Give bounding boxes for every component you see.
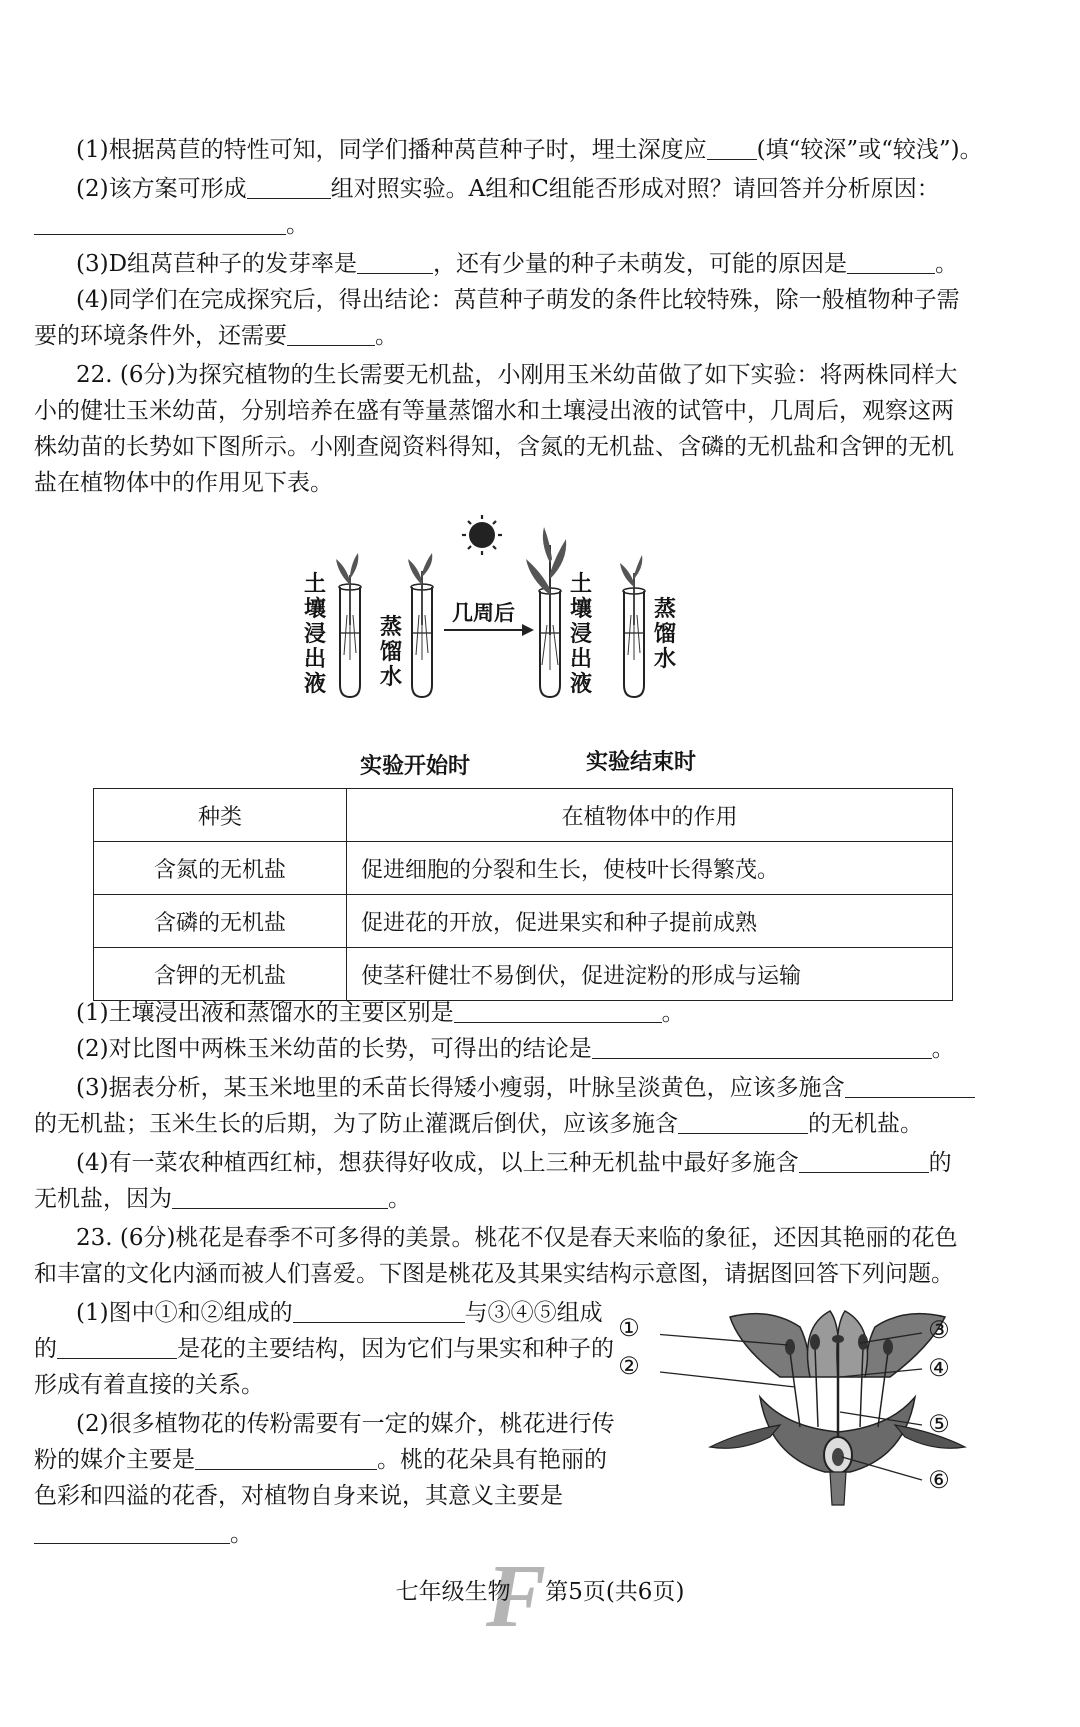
text: 粉的媒介主要是: [34, 1447, 195, 1473]
answer-blank[interactable]: [678, 1109, 808, 1134]
q21-part4-line2: [34, 318, 1044, 354]
text: 的: [928, 1150, 952, 1176]
text: (4)有一菜农种植西红柿，想获得好收成，以上三种无机盐中最好多施含: [76, 1150, 799, 1176]
q23-intro: 23. (6分)桃花是春季不可多得的美景。桃花不仅是春天来临的象征，还因其艳丽的花色: [76, 1225, 958, 1251]
column-header: 种类: [94, 789, 347, 842]
answer-blank[interactable]: [293, 1298, 465, 1323]
table-row: [94, 842, 953, 895]
q22-part3-line2: [34, 1106, 1044, 1142]
text: 的: [34, 1336, 57, 1362]
text: (填“较深”或“较浅”)。: [756, 137, 983, 163]
text: (2)对比图中两株玉米幼苗的长势，可得出的结论是: [76, 1036, 592, 1062]
text: 的无机盐；玉米生长的后期，为了防止灌溉后倒伏，应该多施含: [34, 1111, 678, 1137]
table-row: [94, 895, 953, 948]
text: (1)根据莴苣的特性可知，同学们播种莴苣种子时，埋土深度应: [76, 137, 707, 163]
text: 的无机盐。: [808, 1111, 923, 1137]
label-soil-extract-end: 土壤浸出液: [569, 571, 592, 697]
q21-part1: [76, 132, 1044, 168]
label-distilled-water-start: 蒸馏水: [379, 614, 402, 690]
q23-intro: 和丰富的文化内涵而被人们喜爱。下图是桃花及其果实结构示意图，请据图回答下列问题。: [34, 1261, 954, 1287]
label-distilled-water-end: 蒸馏水: [653, 596, 676, 672]
text: (3)D组莴苣种子的发芽率是: [76, 251, 358, 277]
text: 。桃的花朵具有艳丽的: [377, 1447, 607, 1473]
table-row: [94, 948, 953, 1001]
answer-blank[interactable]: [845, 1073, 975, 1098]
text: (3)据表分析，某玉米地里的禾苗长得矮小瘦弱，叶脉呈淡黄色，应该多施含: [76, 1075, 845, 1101]
text: (4)同学们在完成探究后，得出结论：莴苣种子萌发的条件比较特殊，除一般植物种子需: [76, 287, 960, 313]
caption-end: 实验结束时: [586, 749, 697, 775]
text: 是花的主要结构，因为它们与果实和种子的: [177, 1336, 614, 1362]
text: (2)该方案可形成: [76, 176, 247, 202]
stamp-letter: F: [486, 1547, 547, 1646]
table-cell: 含磷的无机盐: [94, 895, 347, 948]
answer-blank[interactable]: [454, 998, 662, 1023]
label-3: ③: [928, 1316, 950, 1344]
text: 。: [388, 1186, 411, 1212]
answer-blank[interactable]: [247, 174, 331, 199]
q22-part4: [76, 1145, 1044, 1181]
text: 。: [375, 323, 398, 349]
label-4: ④: [928, 1354, 950, 1382]
sun-icon: [462, 515, 502, 555]
footer-subject: 七年级生物: [395, 1579, 511, 1605]
caption-start: 实验开始时: [360, 753, 471, 779]
label-6: ⑥: [928, 1466, 950, 1494]
q22-part4-line2: [34, 1181, 1044, 1217]
text: (1)土壤浸出液和蒸馏水的主要区别是: [76, 1000, 454, 1026]
page-footer: [0, 1573, 1080, 1606]
label-soil-extract-start: 土壤浸出液: [303, 571, 326, 697]
answer-blank[interactable]: [195, 1445, 377, 1470]
test-tube-water-start: [408, 553, 433, 697]
q23-part1-line3: 形成有着直接的关系。: [34, 1372, 264, 1398]
table-header-row: [94, 789, 953, 842]
answer-blank[interactable]: [799, 1148, 929, 1173]
text: ，还有少量的种子未萌发，可能的原因是: [433, 251, 848, 277]
text: 。: [935, 251, 959, 277]
test-tube-water-end: [620, 555, 645, 697]
q22-intro: 株幼苗的长势如下图所示。小刚查阅资料得知，含氮的无机盐、含磷的无机盐和含钾的无机: [34, 434, 954, 460]
q23-part1-line2: [34, 1331, 644, 1367]
peach-flower-diagram: [618, 1307, 1020, 1507]
text: 。: [661, 1000, 685, 1026]
q23-part2: (2)很多植物花的传粉需要有一定的媒介，桃花进行传: [76, 1411, 615, 1437]
table-cell: 含氮的无机盐: [94, 842, 347, 895]
answer-blank[interactable]: [847, 249, 935, 274]
arrow-label: 几周后: [452, 600, 515, 625]
answer-blank[interactable]: [287, 321, 375, 346]
text: 无机盐，因为: [34, 1186, 172, 1212]
table-cell: 含钾的无机盐: [94, 948, 347, 1001]
q22-part2: [76, 1031, 1044, 1067]
answer-blank[interactable]: [34, 210, 286, 235]
table-cell: 使茎秆健壮不易倒伏，促进淀粉的形成与运输: [347, 948, 953, 1001]
answer-blank[interactable]: [57, 1334, 177, 1359]
text: 与③④⑤组成: [464, 1300, 603, 1326]
q23-part2-line2: [34, 1442, 644, 1478]
q21-part3: [76, 246, 1044, 282]
q23-part2-line4: [34, 1516, 644, 1552]
text: 。: [931, 1036, 955, 1062]
table-cell: 促进花的开放，促进果实和种子提前成熟: [347, 895, 953, 948]
text: 组对照实验。A组和C组能否形成对照？请回答并分析原因：: [330, 176, 940, 202]
footer-page-number: 第5页(共6页): [545, 1579, 685, 1605]
label-1: ①: [618, 1314, 640, 1342]
test-tube-soil-start: [336, 553, 361, 697]
q23-part1: [76, 1295, 636, 1331]
q21-part2: [76, 171, 1044, 207]
label-5: ⑤: [928, 1410, 950, 1438]
answer-blank[interactable]: [592, 1034, 932, 1059]
q22-part3: [76, 1070, 1044, 1106]
answer-blank[interactable]: [357, 249, 433, 274]
q22-intro: 22. (6分)为探究植物的生长需要无机盐，小刚用玉米幼苗做了如下实验：将两株同样大: [76, 362, 958, 388]
label-2: ②: [618, 1352, 640, 1380]
experiment-figure: [300, 515, 730, 780]
text: 。: [230, 1521, 253, 1547]
text: 要的环境条件外，还需要: [34, 323, 287, 349]
q22-intro: 小的健壮玉米幼苗，分别培养在盛有等量蒸馏水和土壤浸出液的试管中，几周后，观察这两: [34, 398, 954, 424]
test-tube-soil-end: [526, 527, 566, 697]
q21-part4: [76, 282, 1044, 318]
q23-part2-line3: 色彩和四溢的花香，对植物自身来说，其意义主要是: [34, 1483, 563, 1509]
answer-blank[interactable]: [34, 1519, 230, 1544]
table-cell: 促进细胞的分裂和生长，使枝叶长得繁茂。: [347, 842, 953, 895]
answer-blank[interactable]: [707, 135, 757, 160]
flower-cross-section-illustration: [660, 1307, 1020, 1507]
answer-blank[interactable]: [172, 1184, 388, 1209]
text: 。: [286, 212, 309, 238]
mineral-salt-table: [93, 788, 953, 1001]
column-header: 在植物体中的作用: [347, 789, 953, 842]
text: (1)图中①和②组成的: [76, 1300, 293, 1326]
q22-part1: [76, 995, 1044, 1031]
q21-part2-answer: [34, 207, 1044, 243]
q22-intro: 盐在植物体中的作用见下表。: [34, 470, 333, 496]
